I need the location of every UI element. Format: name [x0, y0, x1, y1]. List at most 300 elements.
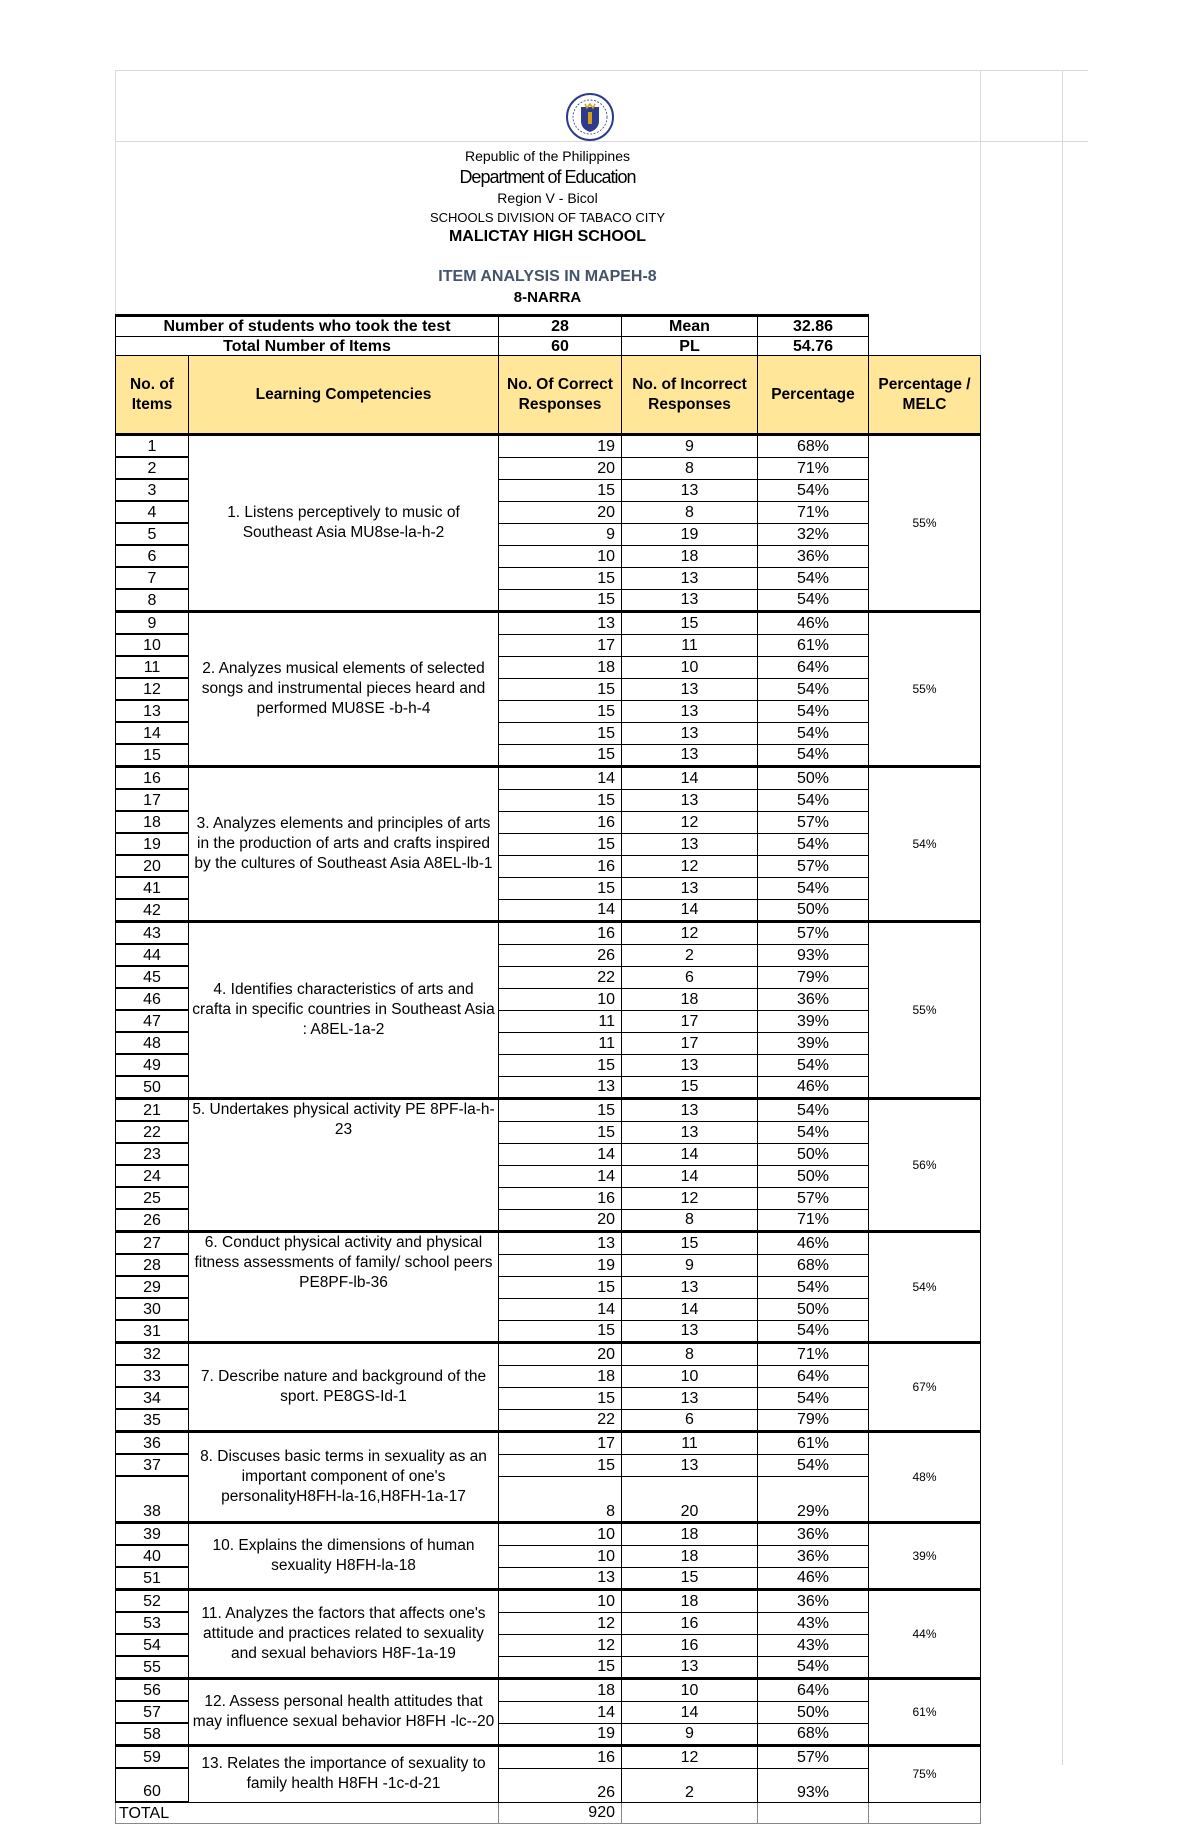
correct-count: 16 [499, 1746, 622, 1769]
melc-percentage: 75% [869, 1746, 981, 1803]
item-percentage: 71% [758, 501, 869, 523]
incorrect-count: 13 [622, 877, 758, 899]
item-number: 56 [116, 1679, 189, 1702]
correct-count: 18 [499, 656, 622, 678]
incorrect-count: 13 [622, 1099, 758, 1122]
item-percentage: 54% [758, 1121, 869, 1143]
item-percentage: 50% [758, 1143, 869, 1165]
col-header-percentage: Percentage [758, 356, 869, 435]
item-number: 39 [116, 1523, 189, 1546]
correct-count: 15 [499, 789, 622, 811]
item-number: 9 [116, 612, 189, 635]
item-percentage: 57% [758, 1187, 869, 1209]
incorrect-count: 15 [622, 1567, 758, 1590]
item-number: 13 [116, 700, 189, 722]
item-percentage: 29% [758, 1476, 869, 1523]
melc-percentage: 54% [869, 767, 981, 922]
item-number: 15 [116, 744, 189, 767]
learning-competency: 10. Explains the dimensions of human sexuality H8FH-la-18 [189, 1523, 499, 1590]
item-percentage: 50% [758, 767, 869, 790]
incorrect-count: 13 [622, 1320, 758, 1343]
item-number: 29 [116, 1276, 189, 1298]
incorrect-count: 8 [622, 1343, 758, 1366]
students-label: Number of students who took the test [116, 316, 499, 337]
learning-competency: 3. Analyzes elements and principles of arts in the production of arts and crafts inspired by the cultures of Southeast Asia A8EL-lb-1 [189, 767, 499, 922]
item-number: 5 [116, 523, 189, 545]
republic-line: Republic of the Philippines [465, 148, 630, 164]
region-line: Region V - Bicol [497, 190, 598, 206]
item-number: 18 [116, 811, 189, 833]
learning-competency: 4. Identifies characteristics of arts and crafta in specific countries in Southeast Asia : A8EL-1a-2 [189, 922, 499, 1099]
correct-count: 14 [499, 767, 622, 790]
correct-count: 19 [499, 1254, 622, 1276]
total-empty [622, 1802, 758, 1824]
item-number: 53 [116, 1612, 189, 1634]
item-percentage: 54% [758, 789, 869, 811]
incorrect-count: 19 [622, 523, 758, 545]
incorrect-count: 8 [622, 501, 758, 523]
correct-count: 18 [499, 1365, 622, 1387]
gridline [1062, 70, 1063, 1765]
item-number: 24 [116, 1165, 189, 1187]
total-empty [758, 1802, 869, 1824]
item-percentage: 54% [758, 877, 869, 899]
correct-count: 13 [499, 1232, 622, 1255]
incorrect-count: 13 [622, 1276, 758, 1298]
incorrect-count: 18 [622, 1523, 758, 1546]
incorrect-count: 2 [622, 1768, 758, 1802]
item-number: 1 [116, 435, 189, 458]
incorrect-count: 13 [622, 744, 758, 767]
table-row [116, 1523, 981, 1546]
item-percentage: 93% [758, 944, 869, 966]
gridline [115, 70, 1088, 71]
report-title: ITEM ANALYSIS IN MAPEH-8 [438, 268, 657, 285]
item-percentage: 57% [758, 855, 869, 877]
item-number: 14 [116, 722, 189, 744]
melc-percentage: 55% [869, 612, 981, 767]
melc-percentage: 56% [869, 1099, 981, 1232]
col-header-competencies: Learning Competencies [189, 356, 499, 435]
item-number: 16 [116, 767, 189, 790]
item-percentage: 54% [758, 589, 869, 612]
pl-label: PL [622, 337, 758, 358]
correct-count: 14 [499, 1143, 622, 1165]
correct-count: 13 [499, 1567, 622, 1590]
incorrect-count: 12 [622, 855, 758, 877]
learning-competency: 6. Conduct physical activity and physical fitness assessments of family/ school peers PE8PF-lb-36 [189, 1232, 499, 1343]
learning-competency: 11. Analyzes the factors that affects one's attitude and practices related to sexuality and sexual behaviors H8F-1a-19 [189, 1590, 499, 1679]
incorrect-count: 11 [622, 634, 758, 656]
table-row [116, 1679, 981, 1702]
deped-seal-logo [555, 92, 625, 142]
item-percentage: 64% [758, 656, 869, 678]
item-number: 19 [116, 833, 189, 855]
item-percentage: 61% [758, 634, 869, 656]
correct-count: 15 [499, 678, 622, 700]
correct-count: 9 [499, 523, 622, 545]
melc-percentage: 61% [869, 1679, 981, 1746]
learning-competency: 7. Describe nature and background of the sport. PE8GS-Id-1 [189, 1343, 499, 1432]
correct-count: 20 [499, 1343, 622, 1366]
item-percentage: 54% [758, 744, 869, 767]
school-name: MALICTAY HIGH SCHOOL [448, 228, 647, 245]
item-number: 25 [116, 1187, 189, 1209]
incorrect-count: 9 [622, 435, 758, 458]
correct-count: 14 [499, 899, 622, 922]
melc-percentage: 48% [869, 1432, 981, 1523]
incorrect-count: 15 [622, 612, 758, 635]
incorrect-count: 12 [622, 811, 758, 833]
correct-count: 22 [499, 966, 622, 988]
item-number: 30 [116, 1298, 189, 1320]
item-number: 17 [116, 789, 189, 811]
item-percentage: 71% [758, 457, 869, 479]
item-percentage: 46% [758, 1076, 869, 1099]
item-number: 45 [116, 966, 189, 988]
correct-count: 15 [499, 833, 622, 855]
item-percentage: 64% [758, 1679, 869, 1702]
melc-percentage: 55% [869, 922, 981, 1099]
item-percentage: 39% [758, 1010, 869, 1032]
item-percentage: 71% [758, 1343, 869, 1366]
incorrect-count: 15 [622, 1232, 758, 1255]
correct-count: 17 [499, 1432, 622, 1455]
section-name: 8-NARRA [513, 289, 582, 306]
item-percentage: 68% [758, 435, 869, 458]
incorrect-count: 12 [622, 1187, 758, 1209]
correct-count: 15 [499, 1276, 622, 1298]
item-percentage: 54% [758, 1656, 869, 1679]
item-number: 20 [116, 855, 189, 877]
col-header-incorrect: No. of Incorrect Responses [622, 356, 758, 435]
item-number: 54 [116, 1634, 189, 1656]
melc-percentage: 44% [869, 1590, 981, 1679]
correct-count: 13 [499, 1076, 622, 1099]
incorrect-count: 12 [622, 922, 758, 945]
correct-count: 8 [499, 1476, 622, 1523]
item-percentage: 43% [758, 1612, 869, 1634]
item-percentage: 71% [758, 1209, 869, 1232]
correct-count: 20 [499, 457, 622, 479]
item-percentage: 57% [758, 811, 869, 833]
item-number: 11 [116, 656, 189, 678]
item-percentage: 36% [758, 988, 869, 1010]
correct-count: 14 [499, 1298, 622, 1320]
incorrect-count: 14 [622, 899, 758, 922]
melc-percentage: 55% [869, 435, 981, 612]
item-percentage: 32% [758, 523, 869, 545]
correct-count: 17 [499, 634, 622, 656]
item-number: 31 [116, 1320, 189, 1343]
item-number: 33 [116, 1365, 189, 1387]
item-number: 59 [116, 1746, 189, 1769]
item-percentage: 50% [758, 899, 869, 922]
learning-competency: 5. Undertakes physical activity PE 8PF-la-h-23 [189, 1099, 499, 1232]
incorrect-count: 13 [622, 479, 758, 501]
melc-percentage: 67% [869, 1343, 981, 1432]
item-number: 6 [116, 545, 189, 567]
item-percentage: 43% [758, 1634, 869, 1656]
total-row [116, 1802, 981, 1824]
melc-percentage: 39% [869, 1523, 981, 1590]
correct-count: 10 [499, 1523, 622, 1546]
item-analysis-table [115, 355, 981, 1824]
total-items-label: Total Number of Items [116, 337, 499, 358]
incorrect-count: 18 [622, 1545, 758, 1567]
correct-count: 13 [499, 612, 622, 635]
item-number: 27 [116, 1232, 189, 1255]
incorrect-count: 6 [622, 1409, 758, 1432]
col-header-correct: No. Of Correct Responses [499, 356, 622, 435]
item-percentage: 68% [758, 1254, 869, 1276]
incorrect-count: 13 [622, 567, 758, 589]
melc-percentage: 54% [869, 1232, 981, 1343]
incorrect-count: 14 [622, 1165, 758, 1187]
correct-count: 10 [499, 1590, 622, 1613]
division-line: SCHOOLS DIVISION OF TABACO CITY [429, 210, 665, 225]
item-percentage: 79% [758, 1409, 869, 1432]
table-row [116, 767, 981, 790]
incorrect-count: 9 [622, 1723, 758, 1746]
correct-count: 15 [499, 700, 622, 722]
item-number: 37 [116, 1454, 189, 1476]
incorrect-count: 11 [622, 1432, 758, 1455]
correct-count: 19 [499, 1723, 622, 1746]
incorrect-count: 13 [622, 722, 758, 744]
item-percentage: 36% [758, 1523, 869, 1546]
incorrect-count: 13 [622, 678, 758, 700]
incorrect-count: 13 [622, 1454, 758, 1476]
item-number: 10 [116, 634, 189, 656]
item-percentage: 54% [758, 479, 869, 501]
incorrect-count: 2 [622, 944, 758, 966]
item-number: 22 [116, 1121, 189, 1143]
correct-count: 15 [499, 1320, 622, 1343]
item-percentage: 61% [758, 1432, 869, 1455]
mean-value: 32.86 [758, 316, 869, 337]
correct-count: 26 [499, 1768, 622, 1802]
item-number: 48 [116, 1032, 189, 1054]
item-percentage: 50% [758, 1298, 869, 1320]
correct-count: 15 [499, 1099, 622, 1122]
correct-count: 15 [499, 1454, 622, 1476]
total-label: TOTAL [116, 1802, 499, 1824]
col-header-items: No. of Items [116, 356, 189, 435]
incorrect-count: 18 [622, 545, 758, 567]
item-number: 21 [116, 1099, 189, 1122]
department-line: Department of Education [459, 167, 636, 187]
item-number: 46 [116, 988, 189, 1010]
item-percentage: 54% [758, 567, 869, 589]
item-number: 51 [116, 1567, 189, 1590]
incorrect-count: 18 [622, 1590, 758, 1613]
item-number: 60 [116, 1768, 189, 1802]
incorrect-count: 16 [622, 1634, 758, 1656]
item-number: 55 [116, 1656, 189, 1679]
correct-count: 19 [499, 435, 622, 458]
table-row [116, 435, 981, 458]
incorrect-count: 18 [622, 988, 758, 1010]
item-percentage: 54% [758, 1099, 869, 1122]
table-row [116, 1099, 981, 1122]
correct-count: 14 [499, 1165, 622, 1187]
learning-competency: 12. Assess personal health attitudes that may influence sexual behavior H8FH -lc--20 [189, 1679, 499, 1746]
total-correct: 920 [499, 1802, 622, 1824]
incorrect-count: 14 [622, 1701, 758, 1723]
correct-count: 16 [499, 1187, 622, 1209]
learning-competency: 1. Listens perceptively to music of Southeast Asia MU8se-la-h-2 [189, 435, 499, 612]
correct-count: 15 [499, 479, 622, 501]
table-row [116, 922, 981, 945]
correct-count: 16 [499, 922, 622, 945]
incorrect-count: 15 [622, 1076, 758, 1099]
item-number: 32 [116, 1343, 189, 1366]
col-header-melc: Percentage / MELC [869, 356, 981, 435]
correct-count: 14 [499, 1701, 622, 1723]
incorrect-count: 10 [622, 1365, 758, 1387]
incorrect-count: 14 [622, 1143, 758, 1165]
table-row [116, 1432, 981, 1455]
item-number: 36 [116, 1432, 189, 1455]
item-number: 49 [116, 1054, 189, 1076]
incorrect-count: 9 [622, 1254, 758, 1276]
table-row [116, 1232, 981, 1255]
incorrect-count: 12 [622, 1746, 758, 1769]
incorrect-count: 13 [622, 1121, 758, 1143]
item-percentage: 54% [758, 1454, 869, 1476]
item-number: 47 [116, 1010, 189, 1032]
item-percentage: 54% [758, 1387, 869, 1409]
item-percentage: 54% [758, 833, 869, 855]
pl-value: 54.76 [758, 337, 869, 358]
incorrect-count: 10 [622, 1679, 758, 1702]
item-number: 40 [116, 1545, 189, 1567]
incorrect-count: 14 [622, 1298, 758, 1320]
correct-count: 15 [499, 1387, 622, 1409]
item-number: 34 [116, 1387, 189, 1409]
item-number: 57 [116, 1701, 189, 1723]
correct-count: 12 [499, 1612, 622, 1634]
item-number: 7 [116, 567, 189, 589]
correct-count: 15 [499, 1054, 622, 1076]
item-percentage: 39% [758, 1032, 869, 1054]
item-percentage: 54% [758, 1276, 869, 1298]
item-percentage: 36% [758, 1590, 869, 1613]
item-number: 41 [116, 877, 189, 899]
incorrect-count: 13 [622, 1387, 758, 1409]
item-percentage: 68% [758, 1723, 869, 1746]
item-number: 28 [116, 1254, 189, 1276]
total-items-value: 60 [499, 337, 622, 358]
correct-count: 15 [499, 722, 622, 744]
incorrect-count: 13 [622, 789, 758, 811]
item-number: 23 [116, 1143, 189, 1165]
correct-count: 15 [499, 1656, 622, 1679]
item-number: 8 [116, 589, 189, 612]
correct-count: 15 [499, 1121, 622, 1143]
learning-competency: 2. Analyzes musical elements of selected songs and instrumental pieces heard and performed MU8SE -b-h-4 [189, 612, 499, 767]
item-percentage: 36% [758, 545, 869, 567]
correct-count: 15 [499, 567, 622, 589]
table-row [116, 612, 981, 635]
item-percentage: 93% [758, 1768, 869, 1802]
item-number: 42 [116, 899, 189, 922]
table-row [116, 1746, 981, 1769]
item-percentage: 54% [758, 1054, 869, 1076]
correct-count: 10 [499, 545, 622, 567]
item-percentage: 46% [758, 1232, 869, 1255]
item-percentage: 57% [758, 922, 869, 945]
item-number: 44 [116, 944, 189, 966]
incorrect-count: 8 [622, 457, 758, 479]
students-value: 28 [499, 316, 622, 337]
incorrect-count: 16 [622, 1612, 758, 1634]
item-number: 43 [116, 922, 189, 945]
item-number: 26 [116, 1209, 189, 1232]
correct-count: 16 [499, 855, 622, 877]
incorrect-count: 13 [622, 833, 758, 855]
incorrect-count: 14 [622, 767, 758, 790]
incorrect-count: 13 [622, 1656, 758, 1679]
item-percentage: 54% [758, 700, 869, 722]
table-row [116, 1343, 981, 1366]
incorrect-count: 17 [622, 1010, 758, 1032]
incorrect-count: 20 [622, 1476, 758, 1523]
correct-count: 10 [499, 988, 622, 1010]
incorrect-count: 8 [622, 1209, 758, 1232]
correct-count: 20 [499, 501, 622, 523]
item-percentage: 46% [758, 1567, 869, 1590]
correct-count: 18 [499, 1679, 622, 1702]
incorrect-count: 13 [622, 589, 758, 612]
item-number: 35 [116, 1409, 189, 1432]
table-row [116, 1590, 981, 1613]
correct-count: 26 [499, 944, 622, 966]
item-number: 58 [116, 1723, 189, 1746]
item-percentage: 79% [758, 966, 869, 988]
incorrect-count: 6 [622, 966, 758, 988]
item-percentage: 46% [758, 612, 869, 635]
item-percentage: 57% [758, 1746, 869, 1769]
item-number: 12 [116, 678, 189, 700]
item-number: 2 [116, 457, 189, 479]
item-percentage: 54% [758, 678, 869, 700]
learning-competency: 8. Discuses basic terms in sexuality as an important component of one's personalityH8FH-la-16,H8FH-1a-17 [189, 1432, 499, 1523]
correct-count: 11 [499, 1010, 622, 1032]
incorrect-count: 10 [622, 656, 758, 678]
learning-competency: 13. Relates the importance of sexuality to family health H8FH -1c-d-21 [189, 1746, 499, 1803]
item-percentage: 64% [758, 1365, 869, 1387]
correct-count: 11 [499, 1032, 622, 1054]
item-percentage: 50% [758, 1701, 869, 1723]
correct-count: 15 [499, 589, 622, 612]
incorrect-count: 13 [622, 1054, 758, 1076]
summary-stats-table [115, 314, 869, 359]
item-number: 50 [116, 1076, 189, 1099]
item-number: 3 [116, 479, 189, 501]
total-empty [869, 1802, 981, 1824]
item-percentage: 54% [758, 1320, 869, 1343]
incorrect-count: 17 [622, 1032, 758, 1054]
item-percentage: 54% [758, 722, 869, 744]
correct-count: 20 [499, 1209, 622, 1232]
mean-label: Mean [622, 316, 758, 337]
item-percentage: 50% [758, 1165, 869, 1187]
correct-count: 12 [499, 1634, 622, 1656]
correct-count: 22 [499, 1409, 622, 1432]
item-number: 4 [116, 501, 189, 523]
